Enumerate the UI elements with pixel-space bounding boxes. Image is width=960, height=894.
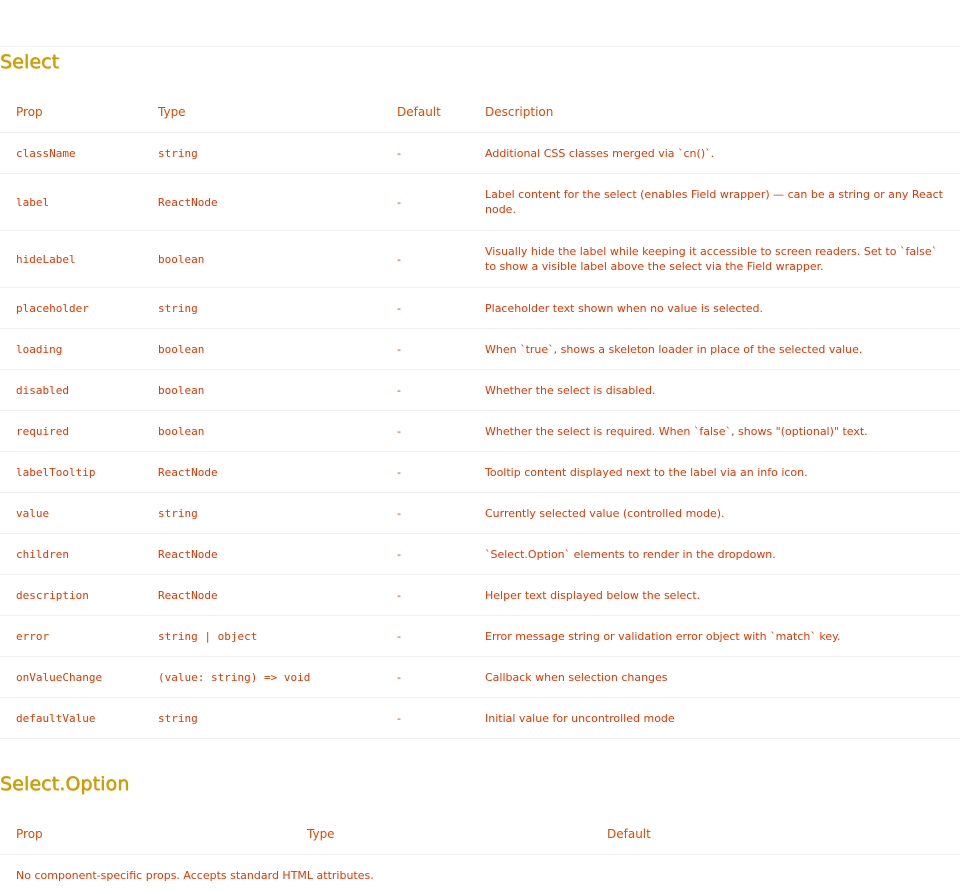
prop-name-cell: loading bbox=[0, 329, 142, 370]
table-row bbox=[0, 493, 960, 534]
section-title-select-option: Select.Option bbox=[0, 773, 130, 795]
table-header-row bbox=[0, 814, 960, 855]
prop-description-cell: Error message string or validation error object with `match` key. bbox=[469, 616, 960, 657]
table-row bbox=[0, 452, 960, 493]
column-header-prop: Prop bbox=[0, 814, 291, 855]
prop-type-cell: string bbox=[142, 133, 381, 174]
section-title-select: Select bbox=[0, 51, 60, 73]
column-header-default: Default bbox=[381, 92, 469, 133]
prop-type-cell: (value: string) => void bbox=[142, 657, 381, 698]
prop-default-cell: - bbox=[381, 575, 469, 616]
prop-name-cell: labelTooltip bbox=[0, 452, 142, 493]
prop-name-cell: value bbox=[0, 493, 142, 534]
prop-name-cell: hideLabel bbox=[0, 231, 142, 288]
column-header-prop: Prop bbox=[0, 92, 142, 133]
prop-type-cell: string bbox=[142, 493, 381, 534]
prop-description-cell: Initial value for uncontrolled mode bbox=[469, 698, 960, 739]
prop-type-cell: boolean bbox=[142, 329, 381, 370]
prop-default-cell: - bbox=[381, 231, 469, 288]
prop-description-cell: Visually hide the label while keeping it accessible to screen readers. Set to `false` to show a visible label above the select via the Field wrapper. bbox=[469, 231, 960, 288]
prop-default-cell: - bbox=[381, 657, 469, 698]
table-row bbox=[0, 534, 960, 575]
prop-default-cell: - bbox=[381, 698, 469, 739]
prop-description-cell: When `true`, shows a skeleton loader in place of the selected value. bbox=[469, 329, 960, 370]
table-row bbox=[0, 575, 960, 616]
prop-name-cell: placeholder bbox=[0, 288, 142, 329]
table-row bbox=[0, 288, 960, 329]
prop-name-cell: defaultValue bbox=[0, 698, 142, 739]
prop-type-cell: ReactNode bbox=[142, 452, 381, 493]
column-header-description: Description bbox=[469, 92, 960, 133]
table-row bbox=[0, 657, 960, 698]
prop-default-cell: - bbox=[381, 493, 469, 534]
prop-name-cell: onValueChange bbox=[0, 657, 142, 698]
column-header-type: Type bbox=[142, 92, 381, 133]
prop-type-cell: ReactNode bbox=[142, 575, 381, 616]
prop-default-cell: - bbox=[381, 174, 469, 231]
prop-default-cell: - bbox=[381, 133, 469, 174]
top-divider bbox=[0, 46, 960, 47]
prop-description-cell: Helper text displayed below the select. bbox=[469, 575, 960, 616]
prop-name-cell: label bbox=[0, 174, 142, 231]
prop-type-cell: boolean bbox=[142, 231, 381, 288]
props-table-select bbox=[0, 92, 960, 739]
prop-name-cell: className bbox=[0, 133, 142, 174]
prop-name-cell: error bbox=[0, 616, 142, 657]
prop-default-cell: - bbox=[381, 329, 469, 370]
table-row bbox=[0, 616, 960, 657]
prop-description-cell: Currently selected value (controlled mode). bbox=[469, 493, 960, 534]
prop-description-cell: Whether the select is disabled. bbox=[469, 370, 960, 411]
prop-name-cell: disabled bbox=[0, 370, 142, 411]
prop-description-cell: Tooltip content displayed next to the label via an info icon. bbox=[469, 452, 960, 493]
prop-type-cell: ReactNode bbox=[142, 174, 381, 231]
column-header-default: Default bbox=[591, 814, 960, 855]
table-row bbox=[0, 174, 960, 231]
prop-name-cell: required bbox=[0, 411, 142, 452]
prop-type-cell: string | object bbox=[142, 616, 381, 657]
prop-default-cell: - bbox=[381, 288, 469, 329]
table-row bbox=[0, 231, 960, 288]
prop-default-cell: - bbox=[381, 411, 469, 452]
table-row bbox=[0, 329, 960, 370]
prop-type-cell: ReactNode bbox=[142, 534, 381, 575]
table-row bbox=[0, 370, 960, 411]
table-row bbox=[0, 411, 960, 452]
prop-description-cell: Label content for the select (enables Field wrapper) — can be a string or any React node. bbox=[469, 174, 960, 231]
prop-type-cell: boolean bbox=[142, 370, 381, 411]
props-table-select-option bbox=[0, 814, 960, 894]
prop-type-cell: boolean bbox=[142, 411, 381, 452]
prop-default-cell: - bbox=[381, 534, 469, 575]
prop-name-cell: children bbox=[0, 534, 142, 575]
prop-description-cell: Callback when selection changes bbox=[469, 657, 960, 698]
prop-default-cell: - bbox=[381, 616, 469, 657]
prop-description-cell: `Select.Option` elements to render in the dropdown. bbox=[469, 534, 960, 575]
table-row bbox=[0, 133, 960, 174]
prop-description-cell: Whether the select is required. When `false`, shows "(optional)" text. bbox=[469, 411, 960, 452]
prop-default-cell: - bbox=[381, 370, 469, 411]
props-table-body bbox=[0, 133, 960, 739]
table-row bbox=[0, 698, 960, 739]
prop-description-cell: Placeholder text shown when no value is selected. bbox=[469, 288, 960, 329]
table-header-row bbox=[0, 92, 960, 133]
table-row bbox=[0, 855, 960, 894]
column-header-type: Type bbox=[291, 814, 591, 855]
empty-props-message: No component-specific props. Accepts standard HTML attributes. bbox=[0, 855, 960, 894]
prop-default-cell: - bbox=[381, 452, 469, 493]
prop-type-cell: string bbox=[142, 698, 381, 739]
prop-name-cell: description bbox=[0, 575, 142, 616]
prop-type-cell: string bbox=[142, 288, 381, 329]
prop-description-cell: Additional CSS classes merged via `cn()`. bbox=[469, 133, 960, 174]
